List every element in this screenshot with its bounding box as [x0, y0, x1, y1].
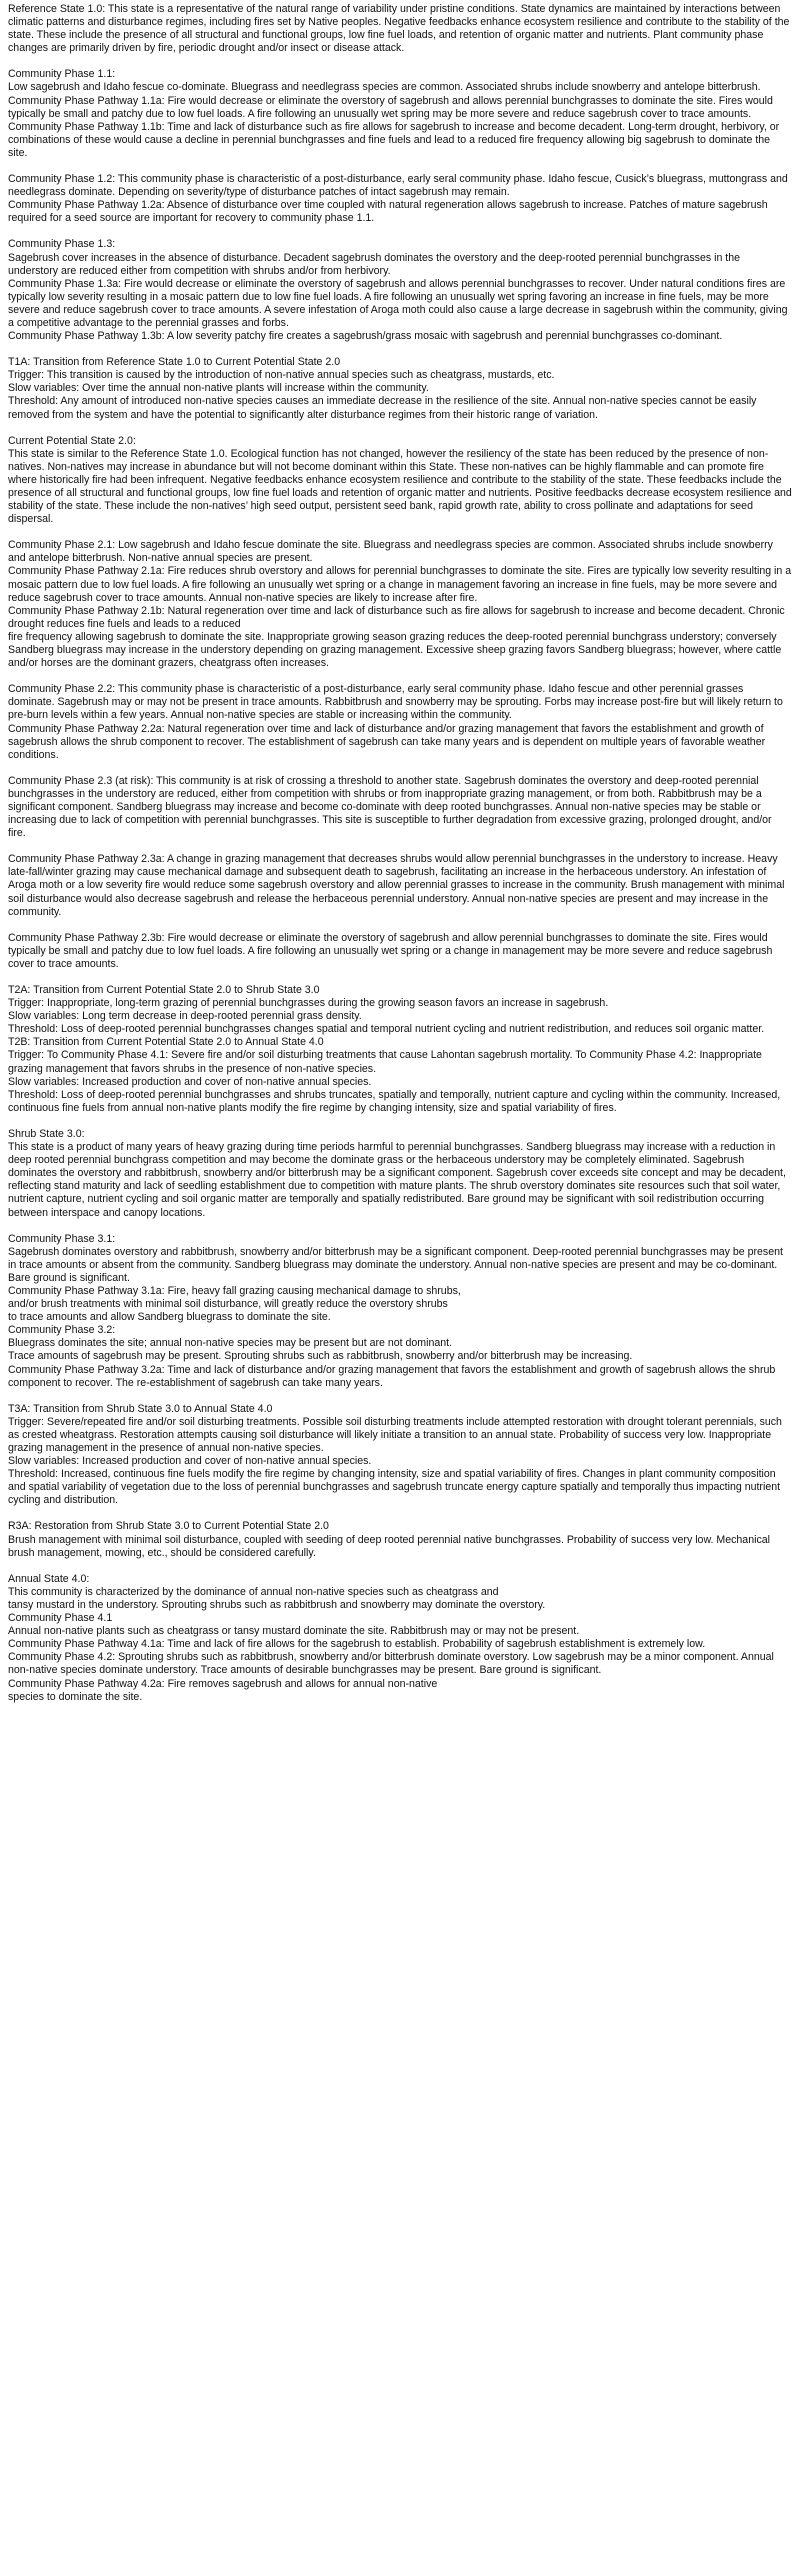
paragraph-line: T2A: Transition from Current Potential State 2.0 to Shrub State 3.0 — [8, 984, 320, 996]
paragraph-line: Reference State 1.0: This state is a representative of the natural range of variability under pristine conditions. State dynamics are maintained by interactions between climatic patterns and disturbance regimes, including fires set by Native peoples. Negative feedbacks enhance ecosystem resilience and contribute to the stability of the state. These include the presence of all structural and functional groups, low fine fuel loads, and retention of organic matter and nutrients. Plant community phase changes are primarily driven by fire, periodic drought and/or insect or disease attack. — [8, 3, 790, 55]
document-paragraph — [8, 1128, 792, 1220]
paragraph-line: T3A: Transition from Shrub State 3.0 to Annual State 4.0 — [8, 1402, 273, 1415]
paragraph-line: Community Phase 1.3a: Fire would decrease or eliminate the overstory of sagebrush and allows perennial bunchgrasses to recover. Under natural conditions fires are typically low severity resulting in a mosaic pattern due to low fine fuel loads. A fire following an unusually wet spring favoring an increase in fine fuels, may be more severe and reduce sagebrush cover to trace amounts. A severe infestation of Aroga moth could also cause a large decrease in sagebrush within the community, giving a competitive advantage to the perennial grasses and forbs. — [8, 277, 788, 329]
paragraph-line: Community Phase 1.3: — [8, 238, 116, 251]
document-paragraph — [8, 1233, 792, 1390]
paragraph-line: Community Phase 4.2: Sprouting shrubs such as rabbitbrush, snowberry and/or bitterbrush dominate overstory. Low sagebrush may be a minor component. Annual non-native species dominate understory. Trace amounts of desirable bunchgrasses may be present. Bare ground is significant. — [8, 1651, 774, 1677]
paragraph-line: fire frequency allowing sagebrush to dominate the site. Inappropriate growing season grazing reduces the deep-rooted perennial bunchgrass understory; conversely Sandberg bluegrass may increase in the understory depending on grazing management. Excessive sheep grazing favors Sandberg bluegrass; however, where cattle and/or horses are the dominant grazers, cheatgrass often increases. — [8, 630, 782, 670]
paragraph-line: Threshold: Increased, continuous fine fuels modify the fire regime by changing intensity, size and spatial variability of fires. Changes in plant community composition and spatial variability of vegetation due to the loss of perennial bunchgrasses and sagebrush truncate energy capture spatially and temporally thus impacting nutrient cycling and distribution. — [8, 1468, 781, 1507]
paragraph-line: This state is a product of many years of heavy grazing during time periods harmful to perennial bunchgrasses. Sandberg bluegrass may increase with a reduction in deep rooted perennial bunchgrass competition and may become the dominate grass or the herbaceous understory may be completely eliminated. Sagebrush dominates the overstory and rabbitbrush, snowberry and/or bitterbrush may be a significant component. Sagebrush cover exceeds site concept and may be decadent, reflecting stand maturity and lack of seedling establishment due to competition with mature plants. The shrub overstory dominates site resources such that soil water, nutrient capture, nutrient cycling and soil organic matter are temporally and spatially redistributed. Bare ground may be significant with soil redistribution occurring between interspace and canopy locations. — [8, 1141, 786, 1219]
paragraph-line: T1A: Transition from Reference State 1.0 to Current Potential State 2.0 — [8, 356, 341, 369]
document-paragraph — [8, 932, 792, 971]
paragraph-line: Shrub State 3.0: — [8, 1127, 85, 1140]
paragraph-line: This community is characterized by the dominance of annual non-native species such as cheatgrass and — [8, 1585, 499, 1598]
paragraph-line: T2B: Transition from Current Potential State 2.0 to Annual State 4.0 — [8, 1036, 324, 1049]
paragraph-line: Community Phase Pathway 2.2a: Natural regeneration over time and lack of disturbance and/or grazing management that favors the establishment and growth of sagebrush allows the shrub component to recover. The establishment of sagebrush can take many years and is dependent on multiple years of favorable weather conditions. — [8, 722, 766, 761]
paragraph-line: R3A: Restoration from Shrub State 3.0 to Current Potential State 2.0 — [8, 1520, 329, 1533]
paragraph-line: Community Phase Pathway 4.1a: Time and lack of fire allows for the sagebrush to establish. Probability of sagebrush establishment is extremely low. — [8, 1638, 706, 1651]
document-paragraph — [8, 539, 792, 670]
paragraph-line: Threshold: Loss of deep-rooted perennial bunchgrasses and shrubs truncates, spatially and temporally, nutrient capture and cycling within the community. Increased, continuous fine fuels from annual non-native plants modify the fire regime by changing intensity, size and spatial variability of fires. — [8, 1088, 781, 1114]
document-paragraph — [8, 1403, 792, 1508]
paragraph-line: Community Phase 4.1 — [8, 1612, 113, 1625]
document-paragraph — [8, 238, 792, 343]
paragraph-line: to trace amounts and allow Sandberg bluegrass to dominate the site. — [8, 1311, 331, 1324]
paragraph-line: Trigger: This transition is caused by the introduction of non-native annual species such as cheatgrass, mustards, etc. — [8, 369, 555, 382]
document-paragraph — [8, 435, 792, 527]
paragraph-line: Slow variables: Long term decrease in deep-rooted perennial grass density. — [8, 1010, 362, 1023]
paragraph-line: Community Phase 2.1: Low sagebrush and Idaho fescue dominate the site. Bluegrass and needlegrass species are common. Associated shrubs include snowberry and antelope bitterbrush. Non-native annual species are present. — [8, 539, 773, 565]
paragraph-line: Threshold: Loss of deep-rooted perennial bunchgrasses changes spatial and temporal nutrient cycling and nutrient redistribution, and reduces soil organic matter. — [8, 1023, 765, 1036]
document-paragraph — [8, 775, 792, 840]
paragraph-line: Community Phase 3.1: — [8, 1232, 116, 1245]
paragraph-line: Bluegrass dominates the site; annual non-native species may be present but are not dominant. — [8, 1337, 453, 1350]
document-paragraph — [8, 3, 792, 55]
document-paragraph — [8, 173, 792, 225]
paragraph-line: Trigger: Inappropriate, long-term grazing of perennial bunchgrasses during the growing season favors an increase in sagebrush. — [8, 997, 609, 1010]
paragraph-line: Community Phase Pathway 1.1a: Fire would decrease or eliminate the overstory of sagebrush and allows perennial bunchgrasses to dominate the site. Fires would typically be small and patchy due to low fuel loads. A fire following an unusually wet spring may be more severe and reduce sagebrush cover to trace amounts. — [8, 94, 773, 120]
paragraph-line: Community Phase 1.2: This community phase is characteristic of a post-disturbance, early seral community phase. Idaho fescue, Cusick’s bluegrass, muttongrass and needlegrass dominate. Depending on severity/type of disturbance patches of intact sagebrush may remain. — [8, 173, 788, 199]
paragraph-line: Community Phase 2.2: This community phase is characteristic of a post-disturbance, early seral community phase. Idaho fescue and other perennial grasses dominate. Sagebrush may or may not be present in trace amounts. Rabbitbrush and snowberry may be sprouting. Forbs may increase post-fire but will likely return to pre-burn levels within a few years. Annual non-native species are stable or increasing within the community. — [8, 683, 783, 722]
paragraph-line: and/or brush treatments with minimal soil disturbance, will greatly reduce the overstory shrubs — [8, 1298, 448, 1311]
paragraph-line: This state is similar to the Reference State 1.0. Ecological function has not changed, however the resiliency of the state has been reduced by the presence of non-natives. Non-natives may increase in abundance but will not become dominant within this State. These non-natives can be highly flammable and can promote fire where historically fire had been infrequent. Negative feedbacks enhance ecosystem resilience and contribute to the stability of the state. These feedbacks include the presence of all structural and functional groups, low fine fuel loads and retention of organic matter and nutrients. Positive feedbacks decrease ecosystem resilience and stability of the state. These include the non-natives’ high seed output, persistent seed bank, rapid growth rate, ability to cross pollinate and adaptations for seed dispersal. — [8, 447, 792, 526]
document-paragraph — [8, 1520, 792, 1559]
paragraph-line: Community Phase Pathway 2.3a: A change in grazing management that decreases shrubs would allow perennial bunchgrasses in the understory to increase. Heavy late-fall/winter grazing may cause mechanical damage and subsequent death to sagebrush, facilitating an increase in the herbaceous understory. An infestation of Aroga moth or a low severity fire would reduce some sagebrush overstory and allow perennial grasses to increase in the community. Brush management with minimal soil disturbance would also decrease sagebrush and release the herbaceous perennial understory. Annual non-native species are present and may increase in the community. — [8, 853, 785, 918]
paragraph-line: Community Phase 1.1: — [8, 68, 116, 81]
document-paragraph — [8, 984, 792, 1115]
paragraph-line: Sagebrush dominates overstory and rabbitbrush, snowberry and/or bitterbrush may be a significant component. Deep-rooted perennial bunchgrasses may be present in trace amounts or absent from the community. Sandberg bluegrass may dominate the understory. Annual non-native species are present and may be co-dominant. Bare ground is significant. — [8, 1245, 783, 1284]
paragraph-line: Community Phase Pathway 1.1b: Time and lack of disturbance such as fire allows for sagebrush to increase and become decadent. Long-term drought, herbivory, or combinations of these would cause a decline in perennial bunchgrasses and fine fuels and lead to a reduced fire frequency allowing big sagebrush to dominate the site. — [8, 120, 780, 159]
paragraph-line: Annual State 4.0: — [8, 1572, 90, 1585]
document-paragraph — [8, 68, 792, 160]
paragraph-line: Slow variables: Increased production and cover of non-native annual species. — [8, 1075, 372, 1088]
paragraph-line: Slow variables: Over time the annual non-native plants will increase within the community. — [8, 382, 429, 395]
paragraph-line: Low sagebrush and Idaho fescue co-dominate. Bluegrass and needlegrass species are common. Associated shrubs include snowberry and antelope bitterbrush. — [8, 81, 761, 94]
document-paragraph — [8, 683, 792, 762]
paragraph-line: Trigger: Severe/repeated fire and/or soil disturbing treatments. Possible soil disturbing treatments include attempted restoration with drought tolerant perennials, such as crested wheatgrass. Restoration attempts causing soil disturbance will likely initiate a transition to an annual state. Probability of success very low. Inappropriate grazing management in the presence of annual non-native species. — [8, 1415, 782, 1454]
paragraph-line: Community Phase Pathway 2.1b: Natural regeneration over time and lack of disturbance such as fire allows for sagebrush to increase and become decadent. Chronic drought reduces fine fuels and leads to a reduced — [8, 604, 785, 630]
paragraph-line: Annual non-native plants such as cheatgrass or tansy mustard dominate the site. Rabbitbrush may or may not be present. — [8, 1625, 580, 1638]
paragraph-line: Community Phase Pathway 3.1a: Fire, heavy fall grazing causing mechanical damage to shrubs, — [8, 1284, 461, 1297]
paragraph-line: tansy mustard in the understory. Sprouting shrubs such as rabbitbrush and snowberry may dominate the overstory. — [8, 1598, 546, 1611]
paragraph-line: Brush management with minimal soil disturbance, coupled with seeding of deep rooted perennial native bunchgrasses. Probability of success very low. Mechanical brush management, mowing, etc., should be considered carefully. — [8, 1533, 770, 1559]
paragraph-line: Community Phase 3.2: — [8, 1324, 116, 1337]
document-paragraph — [8, 853, 792, 918]
paragraph-line: Community Phase Pathway 1.2a: Absence of disturbance over time coupled with natural regeneration allows sagebrush to increase. Patches of mature sagebrush required for a seed source are important for recovery to community phase 1.1. — [8, 199, 768, 225]
document-paragraph — [8, 1573, 792, 1704]
paragraph-line: Community Phase Pathway 3.2a: Time and lack of disturbance and/or grazing management that favors the establishment and growth of sagebrush allows the shrub component to recover. The re-establishment of sagebrush can take many years. — [8, 1363, 776, 1389]
paragraph-line: Trigger: To Community Phase 4.1: Severe fire and/or soil disturbing treatments that cause Lahontan sagebrush mortality. To Community Phase 4.2: Inappropriate grazing management that favors shrubs in the presence of non-native species. — [8, 1049, 762, 1075]
paragraph-line: species to dominate the site. — [8, 1690, 143, 1703]
paragraph-line: Community Phase Pathway 4.2a: Fire removes sagebrush and allows for annual non-native — [8, 1677, 438, 1690]
paragraph-line: Community Phase Pathway 1.3b: A low severity patchy fire creates a sagebrush/grass mosaic with sagebrush and perennial bunchgrasses co-dominant. — [8, 330, 723, 343]
paragraph-line: Trace amounts of sagebrush may be present. Sprouting shrubs such as rabbitbrush, snowberry and/or bitterbrush may be increasing. — [8, 1350, 633, 1363]
paragraph-line: Threshold: Any amount of introduced non-native species causes an immediate decrease in the resilience of the site. Annual non-native species cannot be easily removed from the system and have the potential to significantly alter disturbance regimes from their historic range of variation. — [8, 395, 757, 421]
paragraph-line: Slow variables: Increased production and cover of non-native annual species. — [8, 1455, 372, 1468]
document-paragraph — [8, 356, 792, 421]
paragraph-line: Community Phase 2.3 (at risk): This community is at risk of crossing a threshold to another state. Sagebrush dominates the overstory and deep-rooted perennial bunchgrasses in the understory are reduced, either from competition with shrubs or from inappropriate grazing management, or from both. Rabbitbrush may be a significant component. Sandberg bluegrass may increase and become co-dominate with deep rooted bunchgrasses. Annual non-native species may be stable or increasing due to lack of competition with perennial bunchgrasses. This site is susceptible to further degradation from excessive grazing, prolonged drought, and/or fire. — [8, 774, 772, 840]
paragraph-line: Current Potential State 2.0: — [8, 434, 136, 447]
paragraph-line: Community Phase Pathway 2.3b: Fire would decrease or eliminate the overstory of sagebrush and allow perennial bunchgrasses to dominate the site. Fires would typically be small and patchy due to low fuel loads. A fire following an unusually wet spring or a change in management may be more severe and reduce sagebrush cover to trace amounts. — [8, 931, 773, 970]
paragraph-line: Community Phase Pathway 2.1a: Fire reduces shrub overstory and allows for perennial bunchgrasses to dominate the site. Fires are typically low severity resulting in a mosaic pattern due to low fuel loads. A fire following an unusually wet spring or a change in management favoring an increase in fine fuels, may be more severe and reduce sagebrush cover to trace amounts. Annual non-native species are likely to increase after fire. — [8, 565, 792, 604]
paragraph-line: Sagebrush cover increases in the absence of disturbance. Decadent sagebrush dominates the overstory and the deep-rooted perennial bunchgrasses in the understory are reduced either from competition with shrubs and/or from herbivory. — [8, 251, 741, 277]
